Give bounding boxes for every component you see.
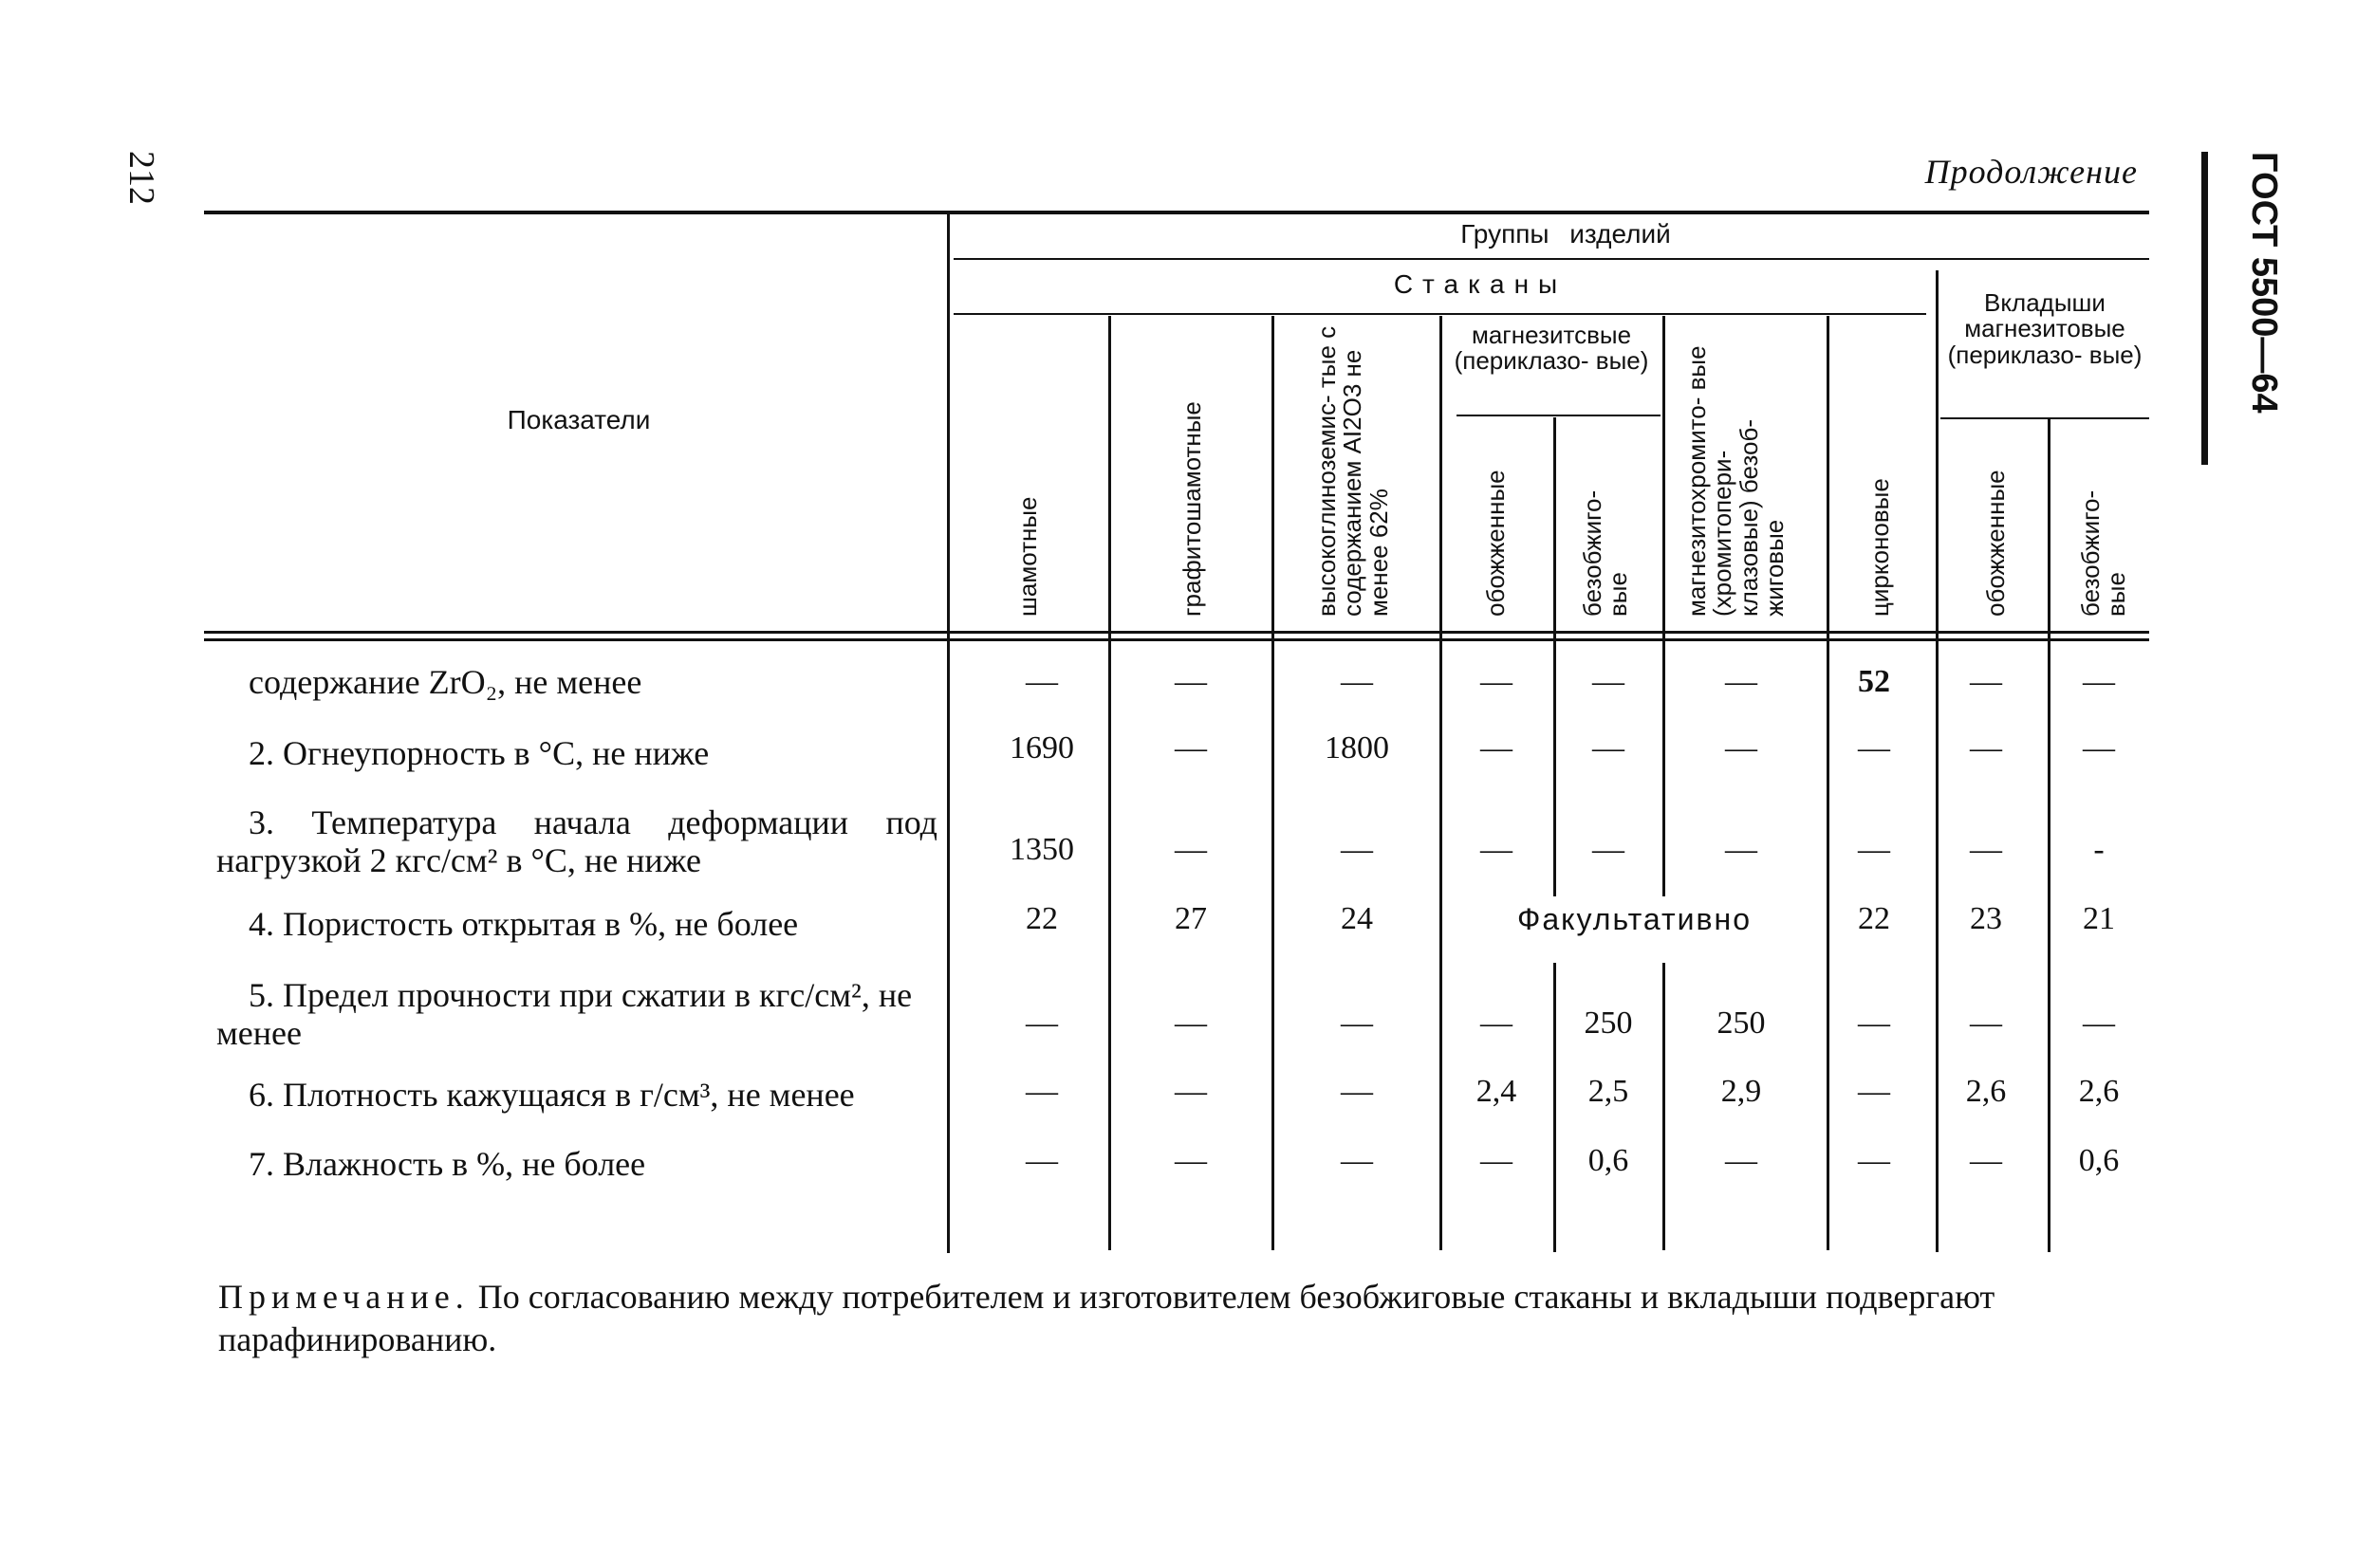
- footnote: [218, 1276, 2069, 1361]
- cell-r5-c3: 2,4: [1475, 1074, 1517, 1109]
- cell-r0-c8: —: [2083, 664, 2115, 699]
- stakany-rule: [954, 313, 1926, 315]
- col-header-magnezitohromit-text: магнезитохромито- вые (хромитопери- клазовые) безоб- жиговые: [1682, 345, 1789, 617]
- cell-r2-c3: —: [1480, 832, 1512, 867]
- cell-r3-c6: 22: [1858, 901, 1890, 936]
- magnezit-rule: [1457, 415, 1661, 416]
- cell-r4-c3: —: [1480, 1005, 1512, 1041]
- header-rule-2: [204, 638, 2149, 641]
- col-header-grafitoshamotnye-text: графитошамотные: [1178, 401, 1206, 617]
- groups-header: Группы изделий: [1460, 219, 1671, 249]
- col-divider-0: [947, 214, 950, 1253]
- col-divider-2: [1271, 316, 1274, 1250]
- cell-r1-c4: —: [1592, 730, 1624, 766]
- cell-r2-c7: —: [1970, 832, 2002, 867]
- cell-r1-c7: —: [1970, 730, 2002, 766]
- row-label-predel: 5. Предел прочности при сжатии в кгс/см², не менее: [216, 976, 913, 1052]
- cell-r1-c6: —: [1858, 730, 1890, 766]
- col-divider-3: [1439, 316, 1442, 1250]
- cell-r3-c7: 23: [1970, 901, 2002, 936]
- groups-rule: [954, 258, 2149, 260]
- cell-r5-c2: —: [1341, 1074, 1373, 1109]
- cell-r6-c1: —: [1175, 1143, 1207, 1178]
- cell-r6-c8: 0,6: [2078, 1143, 2120, 1178]
- vkladyshi-rule: [1940, 417, 2149, 419]
- cell-r6-c7: —: [1970, 1143, 2002, 1178]
- cell-r6-c4: 0,6: [1587, 1143, 1629, 1178]
- cell-r2-c2: —: [1341, 832, 1373, 867]
- cell-r6-c5: —: [1725, 1143, 1757, 1178]
- cell-r0-c0: —: [1026, 664, 1058, 699]
- cell-r5-c6: —: [1858, 1074, 1890, 1109]
- cell-r3-c8: 21: [2083, 901, 2115, 936]
- cell-r6-c6: —: [1858, 1143, 1890, 1178]
- row-label-zro2: содержание ZrO₂, не менее: [249, 663, 642, 701]
- cell-r1-c2: 1800: [1325, 730, 1389, 766]
- footnote-prefix: Примечание.: [218, 1278, 470, 1316]
- col-header-vkl-obozhzhennye-text: обожженные: [1981, 470, 2010, 617]
- col-divider-1: [1108, 316, 1111, 1250]
- cell-r3-c2: 24: [1341, 901, 1373, 936]
- cell-r2-c6: —: [1858, 832, 1890, 867]
- cell-r4-c6: —: [1858, 1005, 1890, 1041]
- row-label-plotnost: 6. Плотность кажущаяся в г/см³, не менее: [249, 1076, 855, 1114]
- page-number-text: 212: [121, 151, 161, 205]
- row-label-ogneupornost: 2. Огнеупорность в °С, не ниже: [249, 734, 710, 772]
- cell-r0-c7: —: [1970, 664, 2002, 699]
- magnezit-header: магнезитсвые (периклазо- вые): [1454, 321, 1649, 376]
- standard-code: ГОСТ 5500—64: [2244, 152, 2284, 414]
- cell-r3-span-fakultativno: Факультативно: [1442, 896, 1827, 963]
- header-rule-1: [204, 631, 2149, 634]
- cell-r1-c1: —: [1175, 730, 1207, 766]
- col-header-vkl-bezobzhig-text: безобжиго- вые: [2076, 489, 2131, 617]
- cell-r1-c8: —: [2083, 730, 2115, 766]
- cell-r2-c0: 1350: [1010, 832, 1074, 867]
- cell-r0-c5: —: [1725, 664, 1757, 699]
- cell-r2-c5: —: [1725, 832, 1757, 867]
- cell-r2-c8: -: [2093, 832, 2105, 867]
- cell-r1-c0: 1690: [1010, 730, 1074, 766]
- cell-r2-c1: —: [1175, 832, 1207, 867]
- cell-r0-c1: —: [1175, 664, 1207, 699]
- row-label-temperatura: 3. Температура начала деформации под нагрузкой 2 кгс/см² в °С, не ниже: [216, 803, 937, 879]
- col-header-magnezit-bezobzhig-text: безобжиго- вые: [1578, 489, 1633, 617]
- cell-r0-c4: —: [1592, 664, 1624, 699]
- cell-r5-c5: 2,9: [1720, 1074, 1762, 1109]
- cell-r5-c1: —: [1175, 1074, 1207, 1109]
- table-top-rule: [204, 211, 2149, 214]
- cell-r4-c2: —: [1341, 1005, 1373, 1041]
- col-divider-6: [1827, 316, 1829, 1250]
- footnote-text: По согласованию между потребителем и изготовителем безобжиговые стаканы и вкладыши подвергают парафинированию.: [218, 1278, 1995, 1358]
- cell-r6-c2: —: [1341, 1143, 1373, 1178]
- cell-r0-c2: —: [1341, 664, 1373, 699]
- cell-r4-c4: 250: [1584, 1005, 1633, 1041]
- cell-r5-c7: 2,6: [1965, 1074, 2007, 1109]
- cell-r4-c0: —: [1026, 1005, 1058, 1041]
- cell-r4-c7: —: [1970, 1005, 2002, 1041]
- cell-r4-c5: 250: [1716, 1005, 1766, 1041]
- cell-r5-c8: 2,6: [2078, 1074, 2120, 1109]
- col-divider-5: [1662, 316, 1665, 1250]
- cell-r5-c4: 2,5: [1587, 1074, 1629, 1109]
- cell-r6-c3: —: [1480, 1143, 1512, 1178]
- col-header-shamotnye-text: шамотные: [1013, 496, 1042, 617]
- indicators-header: Показатели: [507, 405, 651, 434]
- cell-r1-c5: —: [1725, 730, 1757, 766]
- row-label-poristost: 4. Пористость открытая в %, не более: [249, 905, 799, 943]
- row-label-vlazhnost: 7. Влажность в %, не более: [249, 1145, 646, 1183]
- col-header-magnezit-obozhzhennye-text: обожженные: [1481, 470, 1510, 617]
- stakany-header: Стаканы: [1393, 269, 1568, 299]
- continuation-label: Продолжение: [1924, 153, 2138, 191]
- cell-r0-c6: 52: [1858, 664, 1890, 699]
- cell-r1-c3: —: [1480, 730, 1512, 766]
- cell-r4-c1: —: [1175, 1005, 1207, 1041]
- cell-r4-c8: —: [2083, 1005, 2115, 1041]
- cell-r5-c0: —: [1026, 1074, 1058, 1109]
- cell-r0-c3: —: [1480, 664, 1512, 699]
- cell-r3-c0: 22: [1026, 901, 1058, 936]
- cell-r3-c1: 27: [1175, 901, 1207, 936]
- col-header-vysokoglinozem-text: высокоглиноземис- тые с содержанием AI2O3 не менее 62%: [1312, 325, 1393, 617]
- cell-r2-c4: —: [1592, 832, 1624, 867]
- vkladyshi-header: Вкладыши магнезитовые (периклазо- вые): [1947, 288, 2143, 369]
- col-header-tsirkonovye-text: цирконовые: [1865, 478, 1894, 617]
- standard-sidebar: [2201, 152, 2284, 465]
- cell-r6-c0: —: [1026, 1143, 1058, 1178]
